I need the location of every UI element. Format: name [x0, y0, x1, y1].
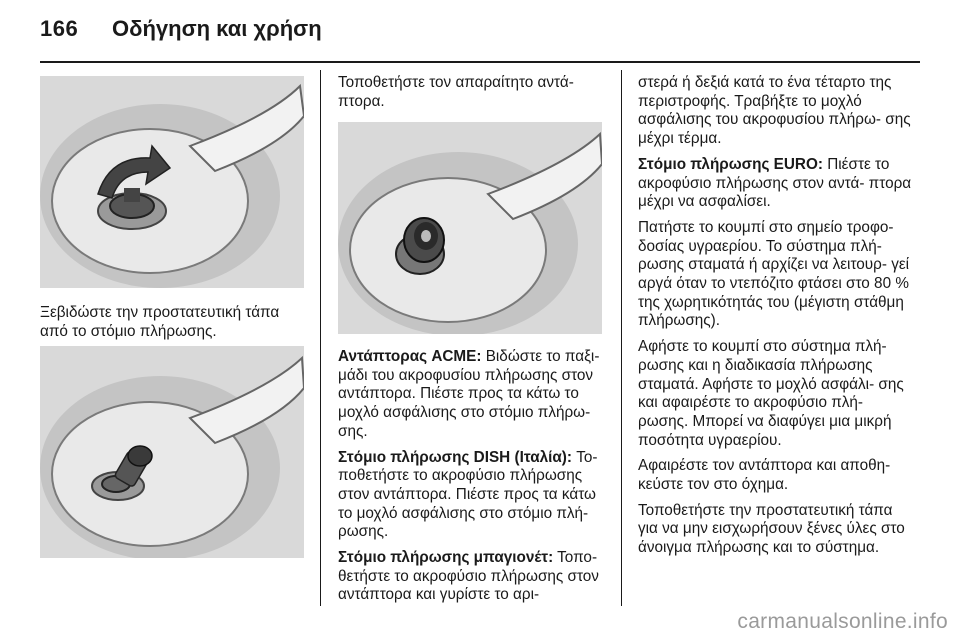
label-dish: Στόμιο πλήρωσης DISH (Ιταλία): [338, 448, 572, 466]
paragraph-refit-cap: Τοποθετήστε την προστατευτική τάπα για να μην εισχωρήσουν ξένες ύλες στο άνοιγμα πλήρωσης και το σύστημα. [638, 501, 905, 557]
caption-unscrew-cap [40, 304, 310, 348]
header-rule [40, 61, 920, 63]
paragraph-remove-adapter: Αφαιρέστε τον αντάπτορα και αποθη- κεύστε τον στο όχημα. [638, 457, 891, 494]
paragraph-release-button: Αφήστε το κουμπί στο σύστημα πλή- ρωσης και η διαδικασία πλήρωσης σταματά. Αφήστε το μοχλό ασφάλι- σης και αφαιρέστε το ακροφύσιο πλή- ρωσης. Μπορεί να διαφύγει μια μικρή ποσότητα υγραερίου. [638, 338, 904, 449]
watermark: carmanualsonline.info [737, 610, 948, 633]
illustration-unscrew-cap [40, 76, 304, 288]
illustration-nozzle-adapter [40, 346, 304, 558]
column-divider [621, 70, 622, 606]
paragraph-dish: Στόμιο πλήρωσης DISH (Ιταλία): Το- ποθετήστε το ακροφύσιο πλήρωσης στον αντάπτορα. Πιέστε προς τα κάτω το μοχλό ασφάλισης στο στόμιο πλή- ρωσης. [338, 448, 598, 541]
paragraph-bayonet-cont: στερά ή δεξιά κατά το ένα τέταρτο της περιστροφής. Τραβήξτε το μοχλό ασφάλισης του ακροφυσίου πλήρω- σης μέχρι τέρμα. [638, 74, 911, 148]
paragraph-euro: Στόμιο πλήρωσης EURO: Πιέστε το ακροφύσιο πλήρωσης στον αντά- πτορα μέχρι να ασφαλίσει. [638, 155, 912, 211]
fuel-adapter-icon [338, 122, 602, 334]
fuel-nozzle-icon [40, 346, 304, 558]
label-acme: Αντάπτορας ACME: [338, 348, 482, 365]
paragraph-acme: Αντάπτορας ACME: Βιδώστε το παξι- μάδι του ακροφυσίου πλήρωσης στον αντάπτορα. Πιέστε προς τα κάτω το μοχλό ασφάλισης στο στόμιο πλήρω- σης. [338, 348, 600, 440]
paragraph-press-button: Πατήστε το κουμπί στο σημείο τροφο- δοσίας υγραερίου. Το σύστημα πλή- ρωσης σταματά ή αρχίζει να λειτουρ- γεί αργά όταν το ντεπόζιτο φτάσει στο 80 % της χωρητικότητάς του (μέγιστη στάθμη πλήρωσης). [638, 218, 910, 330]
text-column-3 [638, 74, 912, 565]
page-title: Οδήγηση και χρήση [112, 16, 322, 41]
text-adapter-types [338, 348, 608, 612]
label-euro: Στόμιο πλήρωσης EURO: [638, 155, 823, 173]
column-divider [320, 70, 321, 606]
label-bayonet: Στόμιο πλήρωσης μπαγιονέτ: [338, 549, 554, 567]
fuel-flap-unscrew-icon [40, 76, 304, 288]
paragraph-adapter-intro: Τοποθετήστε τον απαραίτητο αντά- πτορα. [338, 74, 574, 110]
paragraph-bayonet: Στόμιο πλήρωσης μπαγιονέτ: Τοπο- θετήστε το ακροφύσιο πλήρωσης στον αντάπτορα και γυρίστε το αρι- [338, 549, 599, 604]
caption-text: Ξεβιδώστε την προστατευτική τάπα από το στόμιο πλήρωσης. [40, 304, 280, 340]
illustration-adapter-fitted [338, 122, 602, 334]
text-adapter-intro [338, 74, 606, 118]
page-number: 166 [40, 16, 79, 41]
